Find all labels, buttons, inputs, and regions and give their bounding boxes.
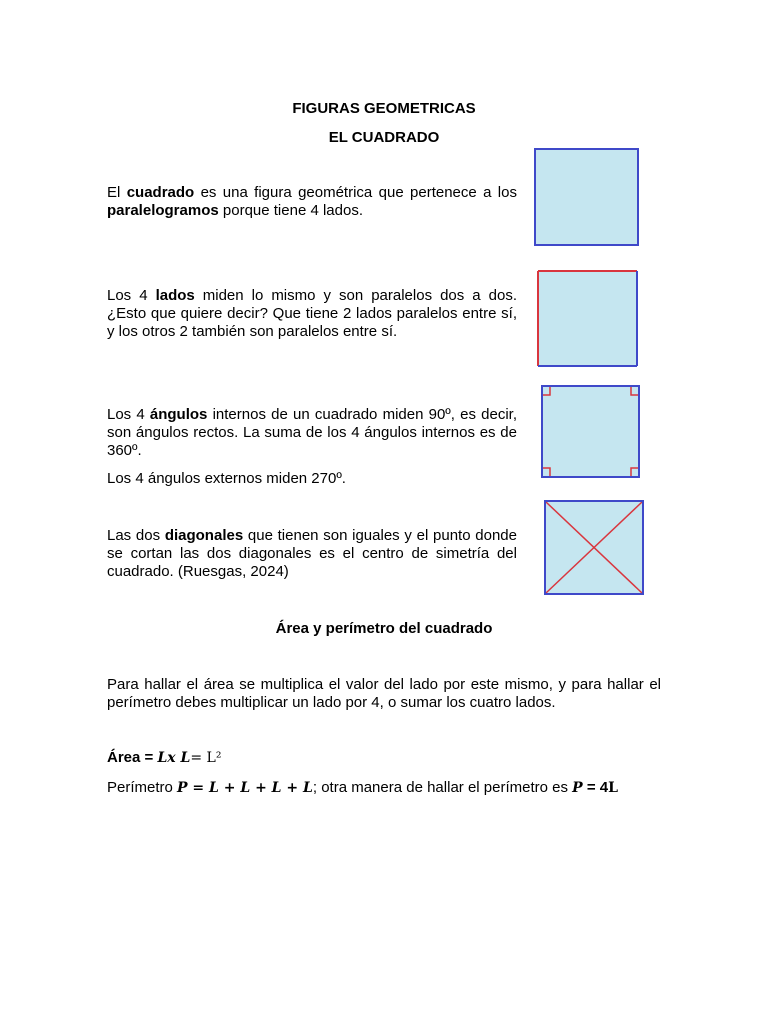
square-angles-figure (541, 385, 641, 479)
square-diagonals-figure (544, 500, 645, 596)
perimeter-formula: Perímetro P = L + L + L + L; otra manera de hallar el perímetro es P = 4L (107, 779, 618, 796)
paragraph-diagonals: Las dos diagonales que tienen son iguales y el punto donde se cortan las dos diagonales es el centro de simetría del cuadrado. (Ruesgas, 2024) (107, 527, 517, 580)
area-formula: Área = Lx L= L² (107, 749, 222, 766)
square-sides-figure (537, 270, 639, 368)
section-title: Área y perímetro del cuadrado (275, 620, 493, 637)
paragraph-angles: Los 4 ángulos internos de un cuadrado miden 90º, es decir, son ángulos rectos. La suma de los 4 ángulos internos es de 360º. (107, 406, 517, 459)
paragraph-external-angles: Los 4 ángulos externos miden 270º. (107, 470, 346, 487)
paragraph-definition: El cuadrado es una figura geométrica que pertenece a los paralelogramos porque tiene 4 lados. (107, 184, 517, 219)
document-subtitle: EL CUADRADO (328, 129, 440, 146)
square-blue-figure (534, 148, 640, 247)
paragraph-sides: Los 4 lados miden lo mismo y son paralelos dos a dos. ¿Esto que quiere decir? Que tiene 2 lados paralelos entre sí, y los otros 2 también son paralelos entre sí. (107, 287, 517, 340)
paragraph-area-perimeter: Para hallar el área se multiplica el valor del lado por este mismo, y para hallar el perímetro debes multiplicar un lado por 4, o sumar los cuatro lados. (107, 676, 661, 711)
document-title: FIGURAS GEOMETRICAS (292, 100, 476, 117)
